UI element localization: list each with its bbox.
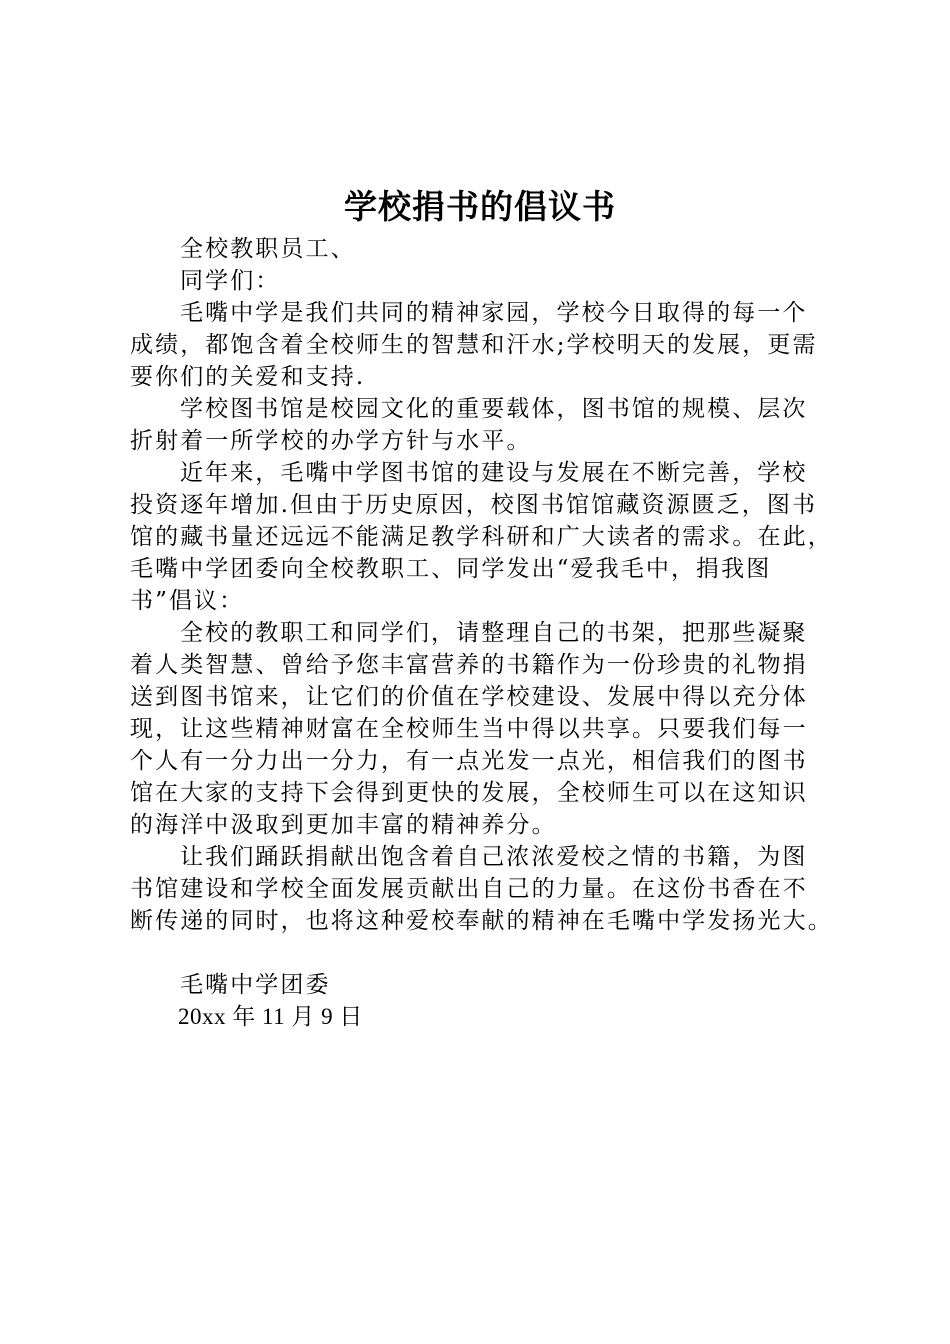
paragraph-5-line-1: 让我们踊跃捐献出饱含着自己浓浓爱校之情的书籍，为图 — [180, 844, 808, 870]
paragraph-3-line-1: 近年来，毛嘴中学图书馆的建设与发展在不断完善，学校 — [180, 460, 808, 486]
paragraph-4-line-5: 个人有一分力出一分力，有一点光发一点光，相信我们的图书 — [130, 748, 808, 774]
paragraph-3-line-5: 书”倡议： — [130, 588, 245, 614]
paragraph-1-line-3: 要你们的关爱和支持. — [130, 364, 366, 390]
paragraph-5-line-3: 断传递的同时，也将这种爱校奉献的精神在毛嘴中学发扬光大。 — [130, 908, 833, 934]
paragraph-2-line-2: 折射着一所学校的办学方针与水平。 — [130, 428, 532, 454]
paragraph-3-line-3: 馆的藏书量还远远不能满足教学科研和广大读者的需求。在此， — [130, 524, 833, 550]
paragraph-4-line-6: 馆在大家的支持下会得到更快的发展，全校师生可以在这知识 — [130, 780, 808, 806]
document-title: 学校捐书的倡议书 — [344, 187, 616, 226]
salutation-line-2: 同学们： — [180, 268, 281, 294]
paragraph-1-line-2: 成绩，都饱含着全校师生的智慧和汗水;学校明天的发展，更需 — [130, 332, 818, 358]
paragraph-4-line-2: 着人类智慧、曾给予您丰富营养的书籍作为一份珍贵的礼物捐 — [130, 652, 808, 678]
paragraph-1-line-1: 毛嘴中学是我们共同的精神家园，学校今日取得的每一个 — [180, 300, 808, 326]
document-body — [130, 233, 845, 1033]
signature: 毛嘴中学团委 — [180, 972, 331, 998]
salutation-line-1: 全校教职员工、 — [180, 236, 356, 262]
paragraph-3-line-2: 投资逐年增加.但由于历史原因，校图书馆馆藏资源匮乏，图书 — [130, 492, 818, 518]
paragraph-4-line-1: 全校的教职工和同学们，请整理自己的书架，把那些凝聚 — [180, 620, 808, 646]
paragraph-4-line-3: 送到图书馆来，让它们的价值在学校建设、发展中得以充分体 — [130, 684, 808, 710]
signature-date: 20xx 年 11 月 9 日 — [178, 1004, 363, 1029]
paragraph-4-line-7: 的海洋中汲取到更加丰富的精神养分。 — [130, 812, 557, 838]
signature-spacer — [130, 937, 845, 969]
paragraph-3-line-4: 毛嘴中学团委向全校教职工、同学发出“爱我毛中，捐我图 — [130, 556, 772, 582]
paragraph-4-line-4: 现，让这些精神财富在全校师生当中得以共享。只要我们每一 — [130, 716, 808, 742]
paragraph-5-line-2: 书馆建设和学校全面发展贡献出自己的力量。在这份书香在不 — [130, 876, 808, 902]
paragraph-2-line-1: 学校图书馆是校园文化的重要载体，图书馆的规模、层次 — [180, 396, 808, 422]
